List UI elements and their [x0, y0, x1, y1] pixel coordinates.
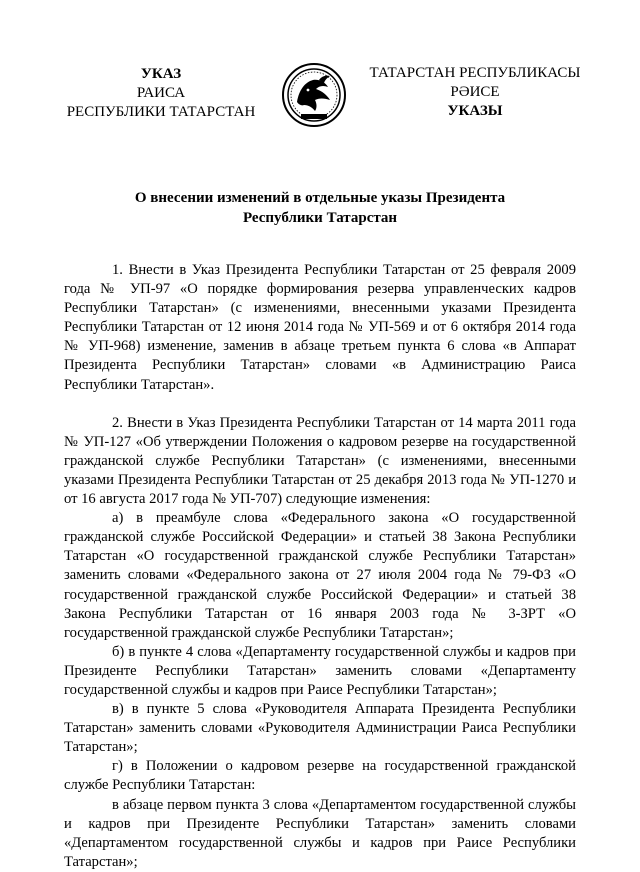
header-right-tatar — [356, 64, 594, 121]
decree-label-tt: УКАЗЫ — [447, 103, 503, 119]
republic-label-tt: ТАТАРСТАН РЕСПУБЛИКАСЫ — [369, 65, 581, 81]
title-line-2: Республики Татарстан — [242, 210, 398, 226]
decree-label-ru: УКАЗ — [140, 66, 182, 82]
paragraph-2v: в) в пункте 5 слова «Руководителя Аппарата Президента Республики Татарстан» заменить словами «Руководителя Администрации Раиса Республики Татарстан»; — [64, 701, 576, 756]
paragraph-2g-1: в абзаце первом пункта 3 слова «Департаментом государственной службы и кадров при Президенте Республики Татарстан» заменить словами «Департаментом государственной службы и кадров при Раисе Республики Татарстан»; — [64, 796, 576, 870]
title-line-1: О внесении изменений в отдельные указы Президента — [134, 190, 506, 206]
paragraph-2g: г) в Положении о кадровом резерве на государственной гражданской службе Республики Татарстан: — [64, 758, 576, 794]
rais-label-tt: РӘИСЕ — [450, 84, 500, 100]
document-header — [0, 60, 640, 130]
paragraph-2b: б) в пункте 4 слова «Департаменту государственной службы и кадров при Президенте Республики Татарстан» заменить словами «Департаменту государственной службы и кадров при Раисе Республики Татарстан»; — [64, 643, 576, 698]
republic-label-ru: РЕСПУБЛИКИ ТАТАРСТАН — [66, 104, 256, 120]
document-title — [80, 188, 560, 228]
coat-of-arms-icon — [275, 60, 353, 132]
paragraph-2a: а) в преамбуле слова «Федерального закона «О государственной гражданской службе Российской Федерации» и статьей 38 Закона Республики Татарстан «О государственной гражданской службе Республики Татарстан» заменить словами «Федерального закона от 27 июля 2004 года № 79-ФЗ «О государственной гражданской службе Российской Федерации» и статьей 38 Закона Республики Татарстан от 16 января 2003 года № 3-ЗРТ «О государственной гражданской службе Республики Татарстан»; — [64, 510, 576, 641]
paragraph-2: 2. Внести в Указ Президента Республики Татарстан от 14 марта 2011 года № УП-127 «Об утверждении Положения о кадровом резерве на государственной гражданской службе Республики Татарстан» (с изменениями, внесенными указами Президента Республики Татарстан от 25 декабря 2013 года № УП-1270 и от 16 августа 2017 года № УП-707) следующие изменения: — [64, 414, 576, 508]
rais-label-ru: РАИСА — [136, 85, 186, 101]
header-left-russian — [58, 65, 264, 122]
document-body — [64, 261, 576, 872]
paragraph-1: 1. Внести в Указ Президента Республики Татарстан от 25 февраля 2009 года № УП-97 «О порядке формирования резерва управленческих кадров Республики Татарстан» (с изменениями, внесенными указами Президента Республики Татарстан от 12 июня 2014 года № УП-569 и от 6 октября 2014 года № УП-968) изменение, заменив в абзаце третьем пункта 6 слова «в Аппарат Президента Республики Татарстан» словами «в Администрацию Раиса Республики Татарстан». — [64, 262, 576, 393]
